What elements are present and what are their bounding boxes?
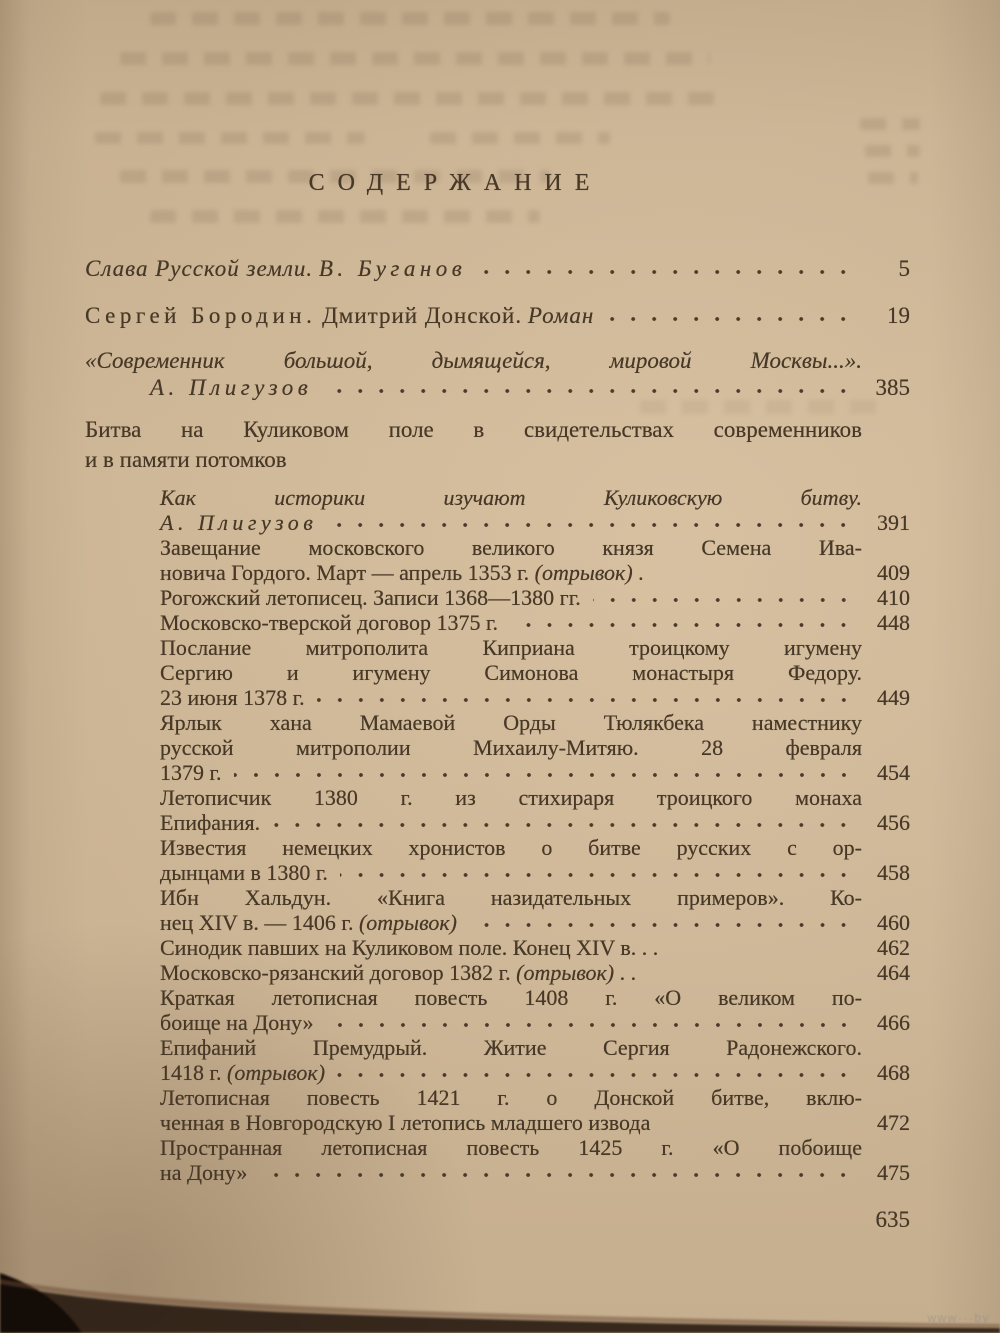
toc-entry — [160, 510, 910, 535]
toc-entry — [160, 860, 910, 885]
toc-entry-line: Завещание московского великого князя Семена Ива- — [160, 535, 862, 560]
toc-entry — [160, 1160, 910, 1185]
page-number: 460 — [877, 910, 910, 935]
toc-entry — [85, 256, 910, 282]
toc-entry-line: 1379 г. — [160, 760, 222, 785]
page-number: 462 — [877, 935, 910, 960]
dot-leader — [606, 303, 856, 329]
dot-leader — [593, 585, 856, 610]
folio-row — [85, 1207, 910, 1233]
toc-entry-line: Синодик павших на Куликовом поле. Конец XIV в. . . — [160, 935, 659, 960]
page-number: 464 — [877, 960, 910, 985]
toc-entry — [85, 348, 910, 374]
toc-entry — [85, 303, 910, 329]
toc-entry-line: дынцами в 1380 г. — [160, 860, 328, 885]
toc-entry — [150, 375, 910, 401]
page-number: 449 — [877, 685, 910, 710]
dot-leader — [340, 860, 856, 885]
toc-entry — [160, 785, 910, 810]
toc-title: СОДЕРЖАНИЕ — [308, 170, 603, 196]
toc-entry — [160, 885, 910, 910]
page-number: 448 — [877, 610, 910, 635]
toc-entry-line: Краткая летописная повесть 1408 г. «О великом по- — [160, 985, 862, 1010]
toc-entry-line: Епифания. — [160, 810, 261, 835]
page-number: 468 — [877, 1060, 910, 1085]
dot-leader — [478, 256, 856, 282]
toc-entry-line: А. Плигузов — [150, 375, 313, 400]
toc-entry — [160, 1035, 910, 1060]
toc-entry — [160, 560, 910, 585]
showthrough-smudge — [865, 145, 920, 157]
toc-entry — [160, 535, 910, 560]
toc-entry-line: Сергию и игумену Симонова монастыря Федору. — [160, 660, 862, 685]
page-number: 454 — [877, 760, 910, 785]
watermark: www···by — [927, 1311, 990, 1325]
page-number: 409 — [877, 560, 910, 585]
toc-entry — [160, 1060, 910, 1085]
toc-entry — [160, 610, 910, 635]
toc-subsection — [160, 485, 910, 1185]
page-number: 458 — [877, 860, 910, 885]
toc-entry-line: 23 июня 1378 г. — [160, 685, 305, 710]
toc-entry-line: Московско-тверской договор 1375 г. — [160, 610, 499, 635]
dot-leader — [259, 1160, 856, 1185]
toc-entry — [160, 1085, 910, 1110]
toc-entry — [160, 810, 910, 835]
toc-entry-line: Епифаний Премудрый. Житие Сергия Радонежского. — [160, 1035, 862, 1060]
showthrough-smudge — [860, 118, 920, 130]
toc-entry-line: нец XIV в. — 1406 г. (отрывок) — [160, 910, 457, 935]
toc-entry-line: Московско-рязанский договор 1382 г. (отрывок) . . — [160, 960, 637, 985]
page-number: 466 — [877, 1010, 910, 1035]
dot-leader — [329, 510, 856, 535]
toc-entry-line: новича Гордого. Март — апрель 1353 г. (отрывок) . — [160, 560, 644, 585]
section-heading — [85, 417, 910, 443]
toc-entry-line: Слава Русской земли. В. Буганов — [85, 256, 467, 281]
toc-entry — [160, 585, 910, 610]
section-heading-line: и в памяти потомков — [85, 447, 287, 472]
page-number: 391 — [877, 510, 910, 535]
dot-leader — [234, 760, 856, 785]
toc-entry — [160, 685, 910, 710]
toc-entry-line: Как историки изучают Куликовскую битву. — [160, 485, 862, 510]
toc-entry-line: ченная в Новгородскую I летопись младшего извода — [160, 1110, 651, 1135]
toc-entry — [160, 935, 910, 960]
toc-entry — [160, 835, 910, 860]
toc-entry-line: Ярлык хана Мамаевой Орды Тюлякбека наместнику — [160, 710, 862, 735]
book-page — [85, 168, 910, 1233]
toc-entry — [160, 485, 910, 510]
showthrough-smudge — [100, 92, 720, 105]
dot-leader — [272, 810, 856, 835]
page-number: 472 — [877, 1110, 910, 1135]
dot-leader — [324, 375, 856, 401]
toc-entry-line: Летописчик 1380 г. из стихираря троицкого монаха — [160, 785, 862, 810]
dot-leader — [510, 610, 856, 635]
toc-entry — [160, 1010, 910, 1035]
toc-entry — [160, 985, 910, 1010]
toc-entry-line: боище на Дону» — [160, 1010, 314, 1035]
section-heading-line: Битва на Куликовом поле в свидетельствах современников — [85, 417, 862, 442]
toc-entry — [160, 960, 910, 985]
showthrough-smudge — [120, 52, 710, 65]
page-number: 456 — [877, 810, 910, 835]
toc-entry — [160, 635, 910, 660]
book-page-number: 635 — [875, 1207, 910, 1232]
dot-leader — [317, 685, 856, 710]
toc-entry — [160, 910, 910, 935]
toc-entry-line: Известия немецких хронистов о битве русских с ор- — [160, 835, 862, 860]
toc-entry-line: «Современник большой, дымящейся, мировой Москвы...». — [85, 348, 862, 373]
section-heading — [85, 447, 910, 473]
toc-entry — [160, 735, 910, 760]
page-number: 410 — [877, 585, 910, 610]
toc-entry-line: А. Плигузов — [160, 510, 318, 535]
toc-entry-line: Пространная летописная повесть 1425 г. «О побоище — [160, 1135, 862, 1160]
page-number: 475 — [877, 1160, 910, 1185]
dot-leader — [469, 910, 856, 935]
dot-leader — [326, 1010, 856, 1035]
book-edge-shadow — [0, 1263, 1000, 1333]
page-number: 5 — [898, 256, 910, 281]
toc-entry — [160, 1135, 910, 1160]
showthrough-smudge — [95, 132, 365, 144]
showthrough-smudge — [150, 12, 670, 25]
toc-entry-line: Сергей Бородин. Дмитрий Донской. Роман — [85, 303, 595, 328]
toc-entry — [160, 1110, 910, 1135]
toc-entry — [160, 760, 910, 785]
page-number: 385 — [875, 375, 910, 400]
toc-entry-line: Ибн Хальдун. «Книга назидательных примеров». Ко- — [160, 885, 862, 910]
toc-entry-line: Рогожский летописец. Записи 1368—1380 гг. — [160, 585, 581, 610]
toc-entry-line: русской митрополии Михаилу-Митяю. 28 февраля — [160, 735, 862, 760]
toc-entry-line: Послание митрополита Киприана троицкому игумену — [160, 635, 862, 660]
page-number: 19 — [887, 303, 910, 328]
toc-entry-line: Летописная повесть 1421 г. о Донской битве, вклю- — [160, 1085, 862, 1110]
toc-entry — [160, 660, 910, 685]
showthrough-smudge — [430, 132, 610, 144]
toc-entry — [160, 710, 910, 735]
toc-entry-line: 1418 г. (отрывок) — [160, 1060, 326, 1085]
toc-entry-line: на Дону» — [160, 1160, 248, 1185]
dot-leader — [337, 1060, 856, 1085]
